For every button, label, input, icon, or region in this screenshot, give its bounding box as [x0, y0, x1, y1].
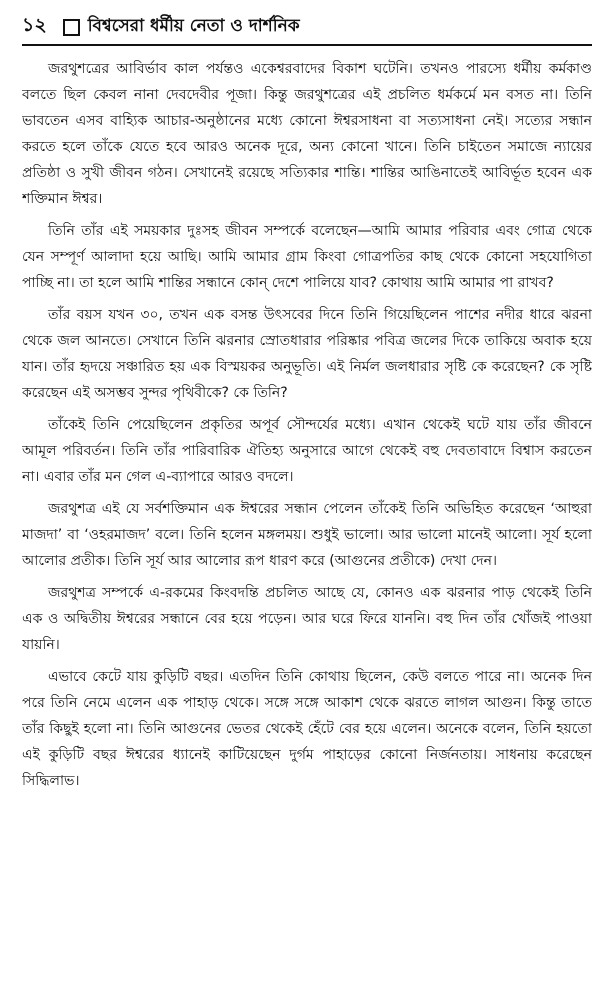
paragraph: তাঁর বয়স যখন ৩০, তখন এক বসন্ত উৎসবের দিনে তিনি গিয়েছিলেন পাশের নদীর ধারে ঝরনা থেকে জল আনতে। সেখানে তিনি ঝরনার স্রোতধারার পরিষ্কার পবিত্র জলের দিকে তাকিয়ে অবাক হয়ে যান। তাঁর হৃদয়ে সঞ্চারিত হয় এক বিস্ময়কর অনুভূতি। এই নির্মল জলধারার সৃষ্টি কে করেছেন? কে সৃষ্টি করেছেন এই অসম্ভব সুন্দর পৃথিবীকে? কে তিনি? [22, 307, 592, 401]
paragraph: তিনি তাঁর এই সময়কার দুঃসহ জীবন সম্পর্কে বলেছেন—আমি আমার পরিবার এবং গোত্র থেকে যেন সম্পূর্ণ আলাদা হয়ে আছি। আমি আমার গ্রাম কিংবা গোত্রপতির কাছ থেকে কোনো সহযোগিতা পাচ্ছি না। তা হলে আমি শান্তির সন্ধানে কোন্ দেশে পালিয়ে যাব? কোথায় আমি আমার পা রাখব? [22, 223, 592, 291]
paragraph: এভাবে কেটে যায় কুড়িটি বছর। এতদিন তিনি কোথায় ছিলেন, কেউ বলতে পারে না। অনেক দিন পরে তিনি নেমে এলেন এক পাহাড় থেকে। সঙ্গে সঙ্গে আকাশ থেকে ঝরতে লাগল আগুন। কিন্তু তাতে তাঁর কিছুই হলো না। তিনি আগুনের ভেতর থেকেই হেঁটে বের হয়ে এলেন। অনেকে বলেন, তিনি হয়তো এই কুড়িটি বছর ঈশ্বরের ধ্যানেই কাটিয়েছেন দুর্গম পাহাড়ের কোনো নির্জনতায়। সাধনায় করেছেন সিদ্ধিলাভ। [22, 669, 592, 789]
paragraph: জরথুশত্রের আবির্ভাব কাল পর্যন্তও একেশ্বরবাদের বিকাশ ঘটেনি। তখনও পারস্যে ধর্মীয় কর্মকাণ্ড বলতে ছিল কেবল নানা দেবদেবীর পূজা। কিন্তু জরথুশত্রের এই প্রচলিত ধর্মকর্মে মন বসত না। তিনি ভাবতেন এসব বাহ্যিক আচার-অনুষ্ঠানের মধ্যে কোনো ঈশ্বরসাধনা বা সত্যসাধনা নেই। সত্যের সন্ধান করতে হলে তাঁকে যেতে হবে আরও অনেক দূরে, অন্য কোনো খানে। তিনি চাইতেন সমাজে ন্যায়ের প্রতিষ্ঠা ও সুখী জীবন গঠন। সেখানেই রয়েছে সত্যিকার শান্তি। শান্তির আঙিনাতেই আবির্ভূত হবেন এক শক্তিমান ঈশ্বর। [22, 61, 592, 207]
page-body [22, 56, 592, 992]
paragraph: জরথুশত্র এই যে সর্বশক্তিমান এক ঈশ্বরের সন্ধান পেলেন তাঁকেই তিনি অভিহিত করেছেন ‘আহুরা মাজদা’ বা ‘ওহরমাজদ’ বলে। তিনি হলেন মঙ্গলময়। শুধুই ভালো। আর ভালো মানেই আলো। সূর্য হলো আলোর প্রতীক। তিনি সূর্য আর আলোর রূপ ধারণ করে (আগুনের প্রতীকে) দেখা দেন। [22, 501, 592, 569]
book-title: বিশ্বসেরা ধর্মীয় নেতা ও দার্শনিক [87, 16, 300, 36]
page-number: ১২ [22, 14, 47, 36]
page-header [22, 10, 592, 46]
paragraph: জরথুশত্র সম্পর্কে এ-রকমের কিংবদন্তি প্রচলিত আছে যে, কোনও এক ঝরনার পাড় থেকেই তিনি এক ও অদ্বিতীয় ঈশ্বরের সন্ধানে বের হয়ে পড়েন। আর ঘরে ফিরে যাননি। বহু দিন তাঁর খোঁজই পাওয়া যায়নি। [22, 585, 592, 653]
square-bullet-icon [63, 19, 80, 36]
paragraph: তাঁকেই তিনি পেয়েছিলেন প্রকৃতির অপূর্ব সৌন্দর্যের মধ্যে। এখান থেকেই ঘটে যায় তাঁর জীবনে আমূল পরিবর্তন। তিনি তাঁর পারিবারিক ঐতিহ্য অনুসারে আগে থেকেই বহু দেবতাবাদে বিশ্বাস করতেন না। এবার তাঁর মন গেল এ-ব্যাপারে আরও বদলে। [22, 417, 592, 485]
